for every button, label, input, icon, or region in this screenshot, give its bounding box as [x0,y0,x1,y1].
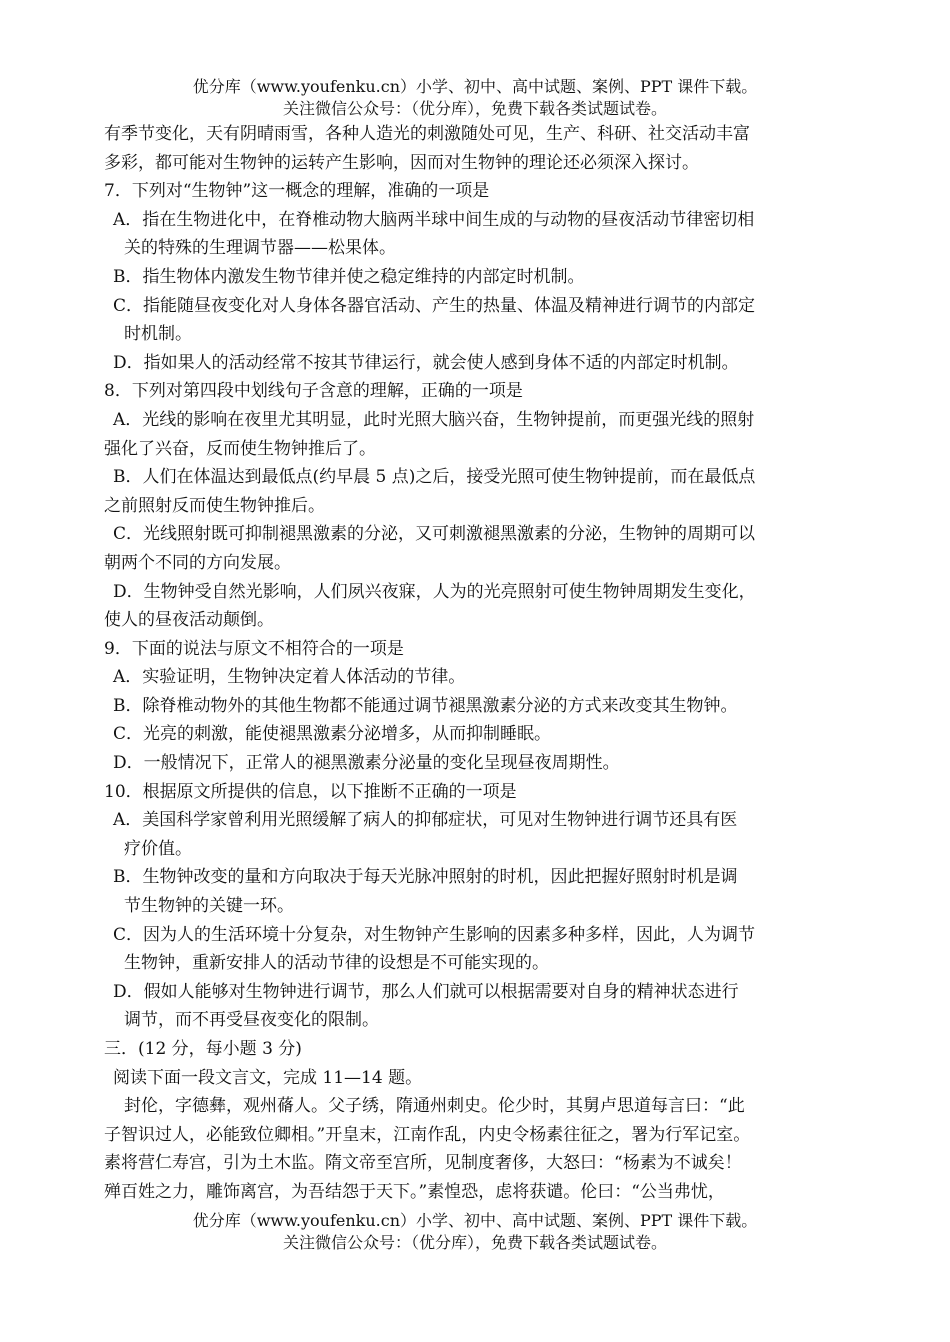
text-line: D．一般情况下，正常人的褪黑激素分泌量的变化呈现昼夜周期性。 [113,753,620,774]
page-header [0,76,950,120]
text-line: B．指生物体内激发生物节律并使之稳定维持的内部定时机制。 [113,266,585,287]
text-line: B．生物钟改变的量和方向取决于每天光脉冲照射的时机，因此把握好照射时机是调 [113,867,738,888]
text-line: 子智识过人，必能致位卿相。”开皇末，江南作乱，内史令杨素往征之，署为行军记室。 [104,1124,751,1145]
text-line: 使人的昼夜活动颠倒。 [104,610,274,631]
text-line: 9．下面的说法与原文不相符合的一项是 [104,638,404,659]
text-line: 生物钟，重新安排人的活动节律的设想是不可能实现的。 [124,953,549,974]
text-line: C．因为人的生活环境十分复杂，对生物钟产生影响的因素多种多样，因此，人为调节 [113,924,756,945]
text-line: 朝两个不同的方向发展。 [104,552,291,573]
header-line-2: 关注微信公众号：（优分库），免费下载各类试题试卷。 [282,99,667,118]
text-line: 7．下列对“生物钟”这一概念的理解，准确的一项是 [104,181,490,202]
text-line: 三．(12 分，每小题 3 分) [104,1039,302,1059]
text-line: A．指在生物进化中，在脊椎动物大脑两半球中间生成的与动物的昼夜活动节律密切相 [113,209,755,230]
footer-line-2: 关注微信公众号：（优分库），免费下载各类试题试卷。 [282,1233,667,1252]
text-line: D．假如人能够对生物钟进行调节，那么人们就可以根据需要对自身的精神状态进行 [113,981,739,1002]
header-line-1: 优分库（www.youfenku.cn）小学、初中、高中试题、案例、PPT 课件下载。 [192,77,758,96]
text-line: B．人们在体温达到最低点(约早晨 5 点)之后，接受光照可使生物钟提前，而在最低点 [113,467,756,488]
text-line: C．指能随昼夜变化对人身体各器官活动、产生的热量、体温及精神进行调节的内部定 [113,295,756,316]
text-line: 素将营仁寿宫，引为土木监。隋文帝至宫所，见制度奢侈，大怒曰：“杨素为不诚矣！ [104,1153,742,1174]
text-line: D．生物钟受自然光影响，人们夙兴夜寐，人为的光亮照射可使生物钟周期发生变化， [113,581,756,602]
text-line: 时机制。 [124,324,192,345]
text-line: 强化了兴奋，反而使生物钟推后了。 [104,438,376,459]
text-line: A．美国科学家曾利用光照缓解了病人的抑郁症状，可见对生物钟进行调节还具有医 [113,810,738,831]
document-body [104,120,864,1207]
text-line: C．光亮的刺激，能使褪黑激素分泌增多，从而抑制睡眠。 [113,724,552,745]
text-line: B．除脊椎动物外的其他生物都不能通过调节褪黑激素分泌的方式来改变其生物钟。 [113,695,738,716]
text-line: 殚百姓之力，雕饰离宫，为吾结怨于天下。”素惶恐，虑将获谴。伦曰：“公当弗忧， [104,1181,725,1202]
text-line: D．指如果人的活动经常不按其节律运行，就会使人感到身体不适的内部定时机制。 [113,352,739,373]
text-line: 封伦，字德彝，观州蓨人。父子绣，隋通州刺史。伦少时，其舅卢思道每言曰：“此 [124,1096,745,1117]
page-footer [0,1210,950,1254]
text-line: 10．根据原文所提供的信息，以下推断不正确的一项是 [104,781,517,802]
text-line: 多彩，都可能对生物钟的运转产生影响，因而对生物钟的理论还必须深入探讨。 [104,152,699,173]
text-line: A．实验证明，生物钟决定着人体活动的节律。 [113,667,466,688]
text-line: 调节，而不再受昼夜变化的限制。 [124,1010,379,1031]
text-line: 8．下列对第四段中划线句子含意的理解，正确的一项是 [104,381,523,402]
text-line: 节生物钟的关键一环。 [124,896,294,917]
text-line: 疗价值。 [124,838,192,859]
text-line: 阅读下面一段文言文，完成 11—14 题。 [113,1067,423,1088]
text-line: 之前照射反而使生物钟推后。 [104,495,325,516]
text-line: 关的特殊的生理调节器——松果体。 [124,238,396,259]
text-line: A．光线的影响在夜里尤其明显，此时光照大脑兴奋，生物钟提前，而更强光线的照射 [113,409,755,430]
text-line: 有季节变化，天有阴晴雨雪，各种人造光的刺激随处可见，生产、科研、社交活动丰富 [104,124,750,144]
text-line: C．光线照射既可抑制褪黑激素的分泌，又可刺激褪黑激素的分泌，生物钟的周期可以 [113,524,756,545]
footer-line-1: 优分库（www.youfenku.cn）小学、初中、高中试题、案例、PPT 课件下载。 [192,1211,758,1230]
